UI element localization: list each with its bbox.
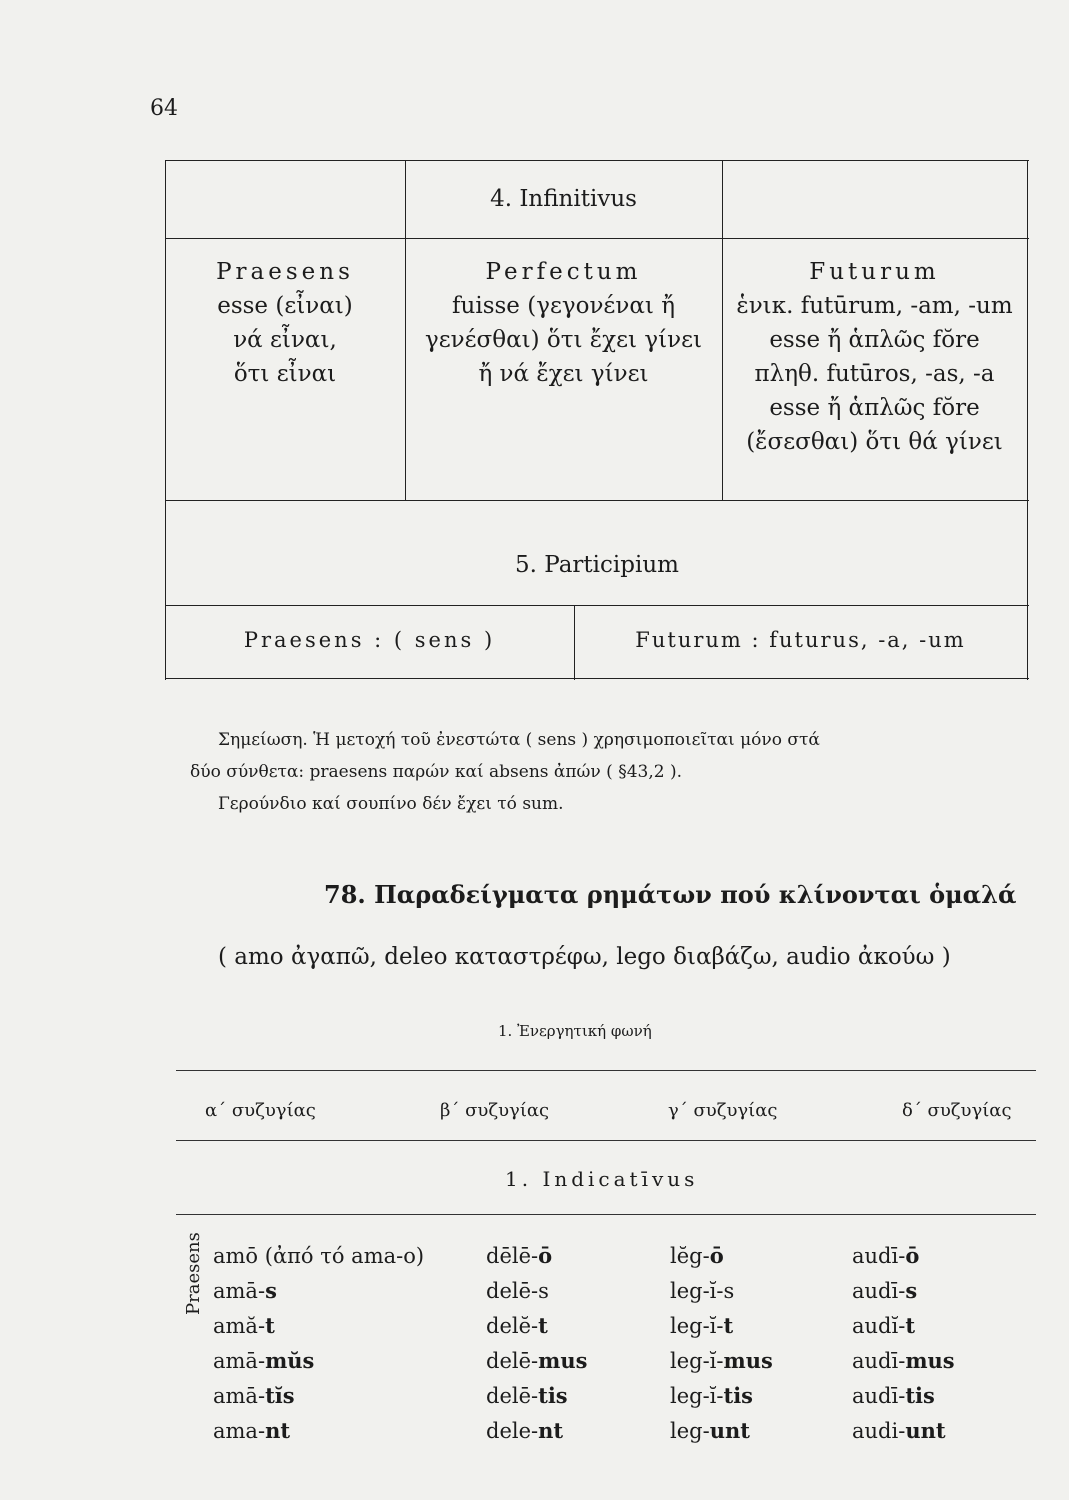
participium-title: 5. Participium: [515, 552, 679, 578]
verb-form: delē-mus: [486, 1348, 588, 1373]
note-line: Γερούνδιο καί σουπίνο δέν ἔχει τό sum.: [218, 794, 564, 814]
verb-form: leg-ĭ-s: [670, 1279, 735, 1303]
infinitivus-praesens: [165, 255, 405, 391]
verb-form: audĭ-t: [852, 1313, 916, 1338]
verb-form: dēlē-ō: [486, 1243, 553, 1268]
verb-form: delĕ-t: [486, 1313, 548, 1338]
verb-form: amā-tĭs: [213, 1383, 295, 1408]
infinitivus-perfectum: [405, 255, 722, 391]
infinitivus-participium-table: [165, 160, 1029, 680]
verb-form: delē-s: [486, 1279, 549, 1303]
verb-form: leg-ĭ-t: [670, 1313, 734, 1338]
participium-futurum: Futurum : futurus, -a, -um: [635, 628, 966, 652]
column-header: α΄ συζυγίας: [205, 1100, 316, 1121]
verb-form: leg-unt: [670, 1418, 750, 1443]
column-header: γ΄ συζυγίας: [668, 1100, 778, 1121]
futurum-label: Futurum: [809, 259, 940, 285]
column-header: β΄ συζυγίας: [440, 1100, 550, 1121]
perfectum-line: γενέσθαι) ὅτι ἔχει γίνει: [424, 327, 703, 353]
section-subtitle: ( amo ἀγαπῶ, deleo καταστρέφω, lego διαβάζω, audio ἀκούω ): [218, 944, 951, 970]
praesens-line: esse (εἶναι): [217, 293, 353, 319]
futurum-line: πληθ. futūros, -as, -a: [754, 361, 995, 387]
conjugation-column-1: [213, 1238, 424, 1448]
praesens-label: Praesens: [216, 259, 354, 285]
conjugation-column-4: [852, 1238, 955, 1448]
voice-heading: 1. Ἐνεργητική φωνή: [498, 1022, 652, 1040]
perfectum-line: ἤ νά ἔχει γίνει: [478, 361, 649, 387]
perfectum-line: fuisse (γεγονέναι ἤ: [452, 293, 675, 319]
verb-form: audī-s: [852, 1278, 918, 1303]
verb-form: amā-s: [213, 1278, 277, 1303]
futurum-line: esse ἤ ἁπλῶς fŏre: [769, 395, 980, 421]
verb-form: audī-tis: [852, 1383, 935, 1408]
verb-form: amă-t: [213, 1313, 275, 1338]
praesens-line: ὅτι εἶναι: [233, 361, 337, 387]
praesens-line: νά εἶναι,: [233, 327, 337, 353]
verb-form: leg-ĭ-tis: [670, 1383, 754, 1408]
column-header: δ΄ συζυγίας: [902, 1100, 1012, 1121]
note-line: Σημείωση. Ἡ μετοχή τοῦ ἐνεστώτα ( sens ) χρησιμοποιεῖται μόνο στά: [218, 730, 820, 750]
tense-label: Praesens: [183, 1232, 204, 1315]
verb-form: delē-tis: [486, 1383, 568, 1408]
note-line: δύο σύνθετα: praesens παρών καί absens ἀπών ( §43,2 ).: [190, 762, 682, 782]
verb-form: lĕg-ō: [670, 1243, 724, 1268]
participium-praesens: Praesens : ( sens ): [243, 628, 496, 652]
futurum-line: ἑνικ. futūrum, -am, -um: [736, 293, 1013, 319]
verb-form: audi-unt: [852, 1418, 946, 1443]
futurum-line: esse ἤ ἁπλῶς fŏre: [769, 327, 980, 353]
verb-form: amō (ἀπό τό ama-o): [213, 1244, 425, 1268]
verb-form: amā-mŭs: [213, 1348, 315, 1373]
conjugation-column-3: [670, 1238, 773, 1448]
infinitivus-futurum: [722, 255, 1027, 459]
section-heading: 78. Παραδείγματα ρημάτων πού κλίνονται ὁμαλά: [324, 880, 1017, 909]
page-number: 64: [150, 96, 178, 121]
verb-form: leg-ĭ-mus: [670, 1348, 773, 1373]
verb-form: ama-nt: [213, 1418, 291, 1443]
mood-heading: 1. Indicatīvus: [505, 1167, 699, 1191]
conjugation-column-2: [486, 1238, 587, 1448]
infinitivus-title: 4. Infinitivus: [490, 186, 637, 212]
verb-form: dele-nt: [486, 1418, 564, 1443]
perfectum-label: Perfectum: [485, 259, 642, 285]
verb-form: audī-ō: [852, 1243, 920, 1268]
futurum-line: (ἔσεσθαι) ὅτι θά γίνει: [746, 429, 1003, 455]
verb-form: audī-mus: [852, 1348, 955, 1373]
